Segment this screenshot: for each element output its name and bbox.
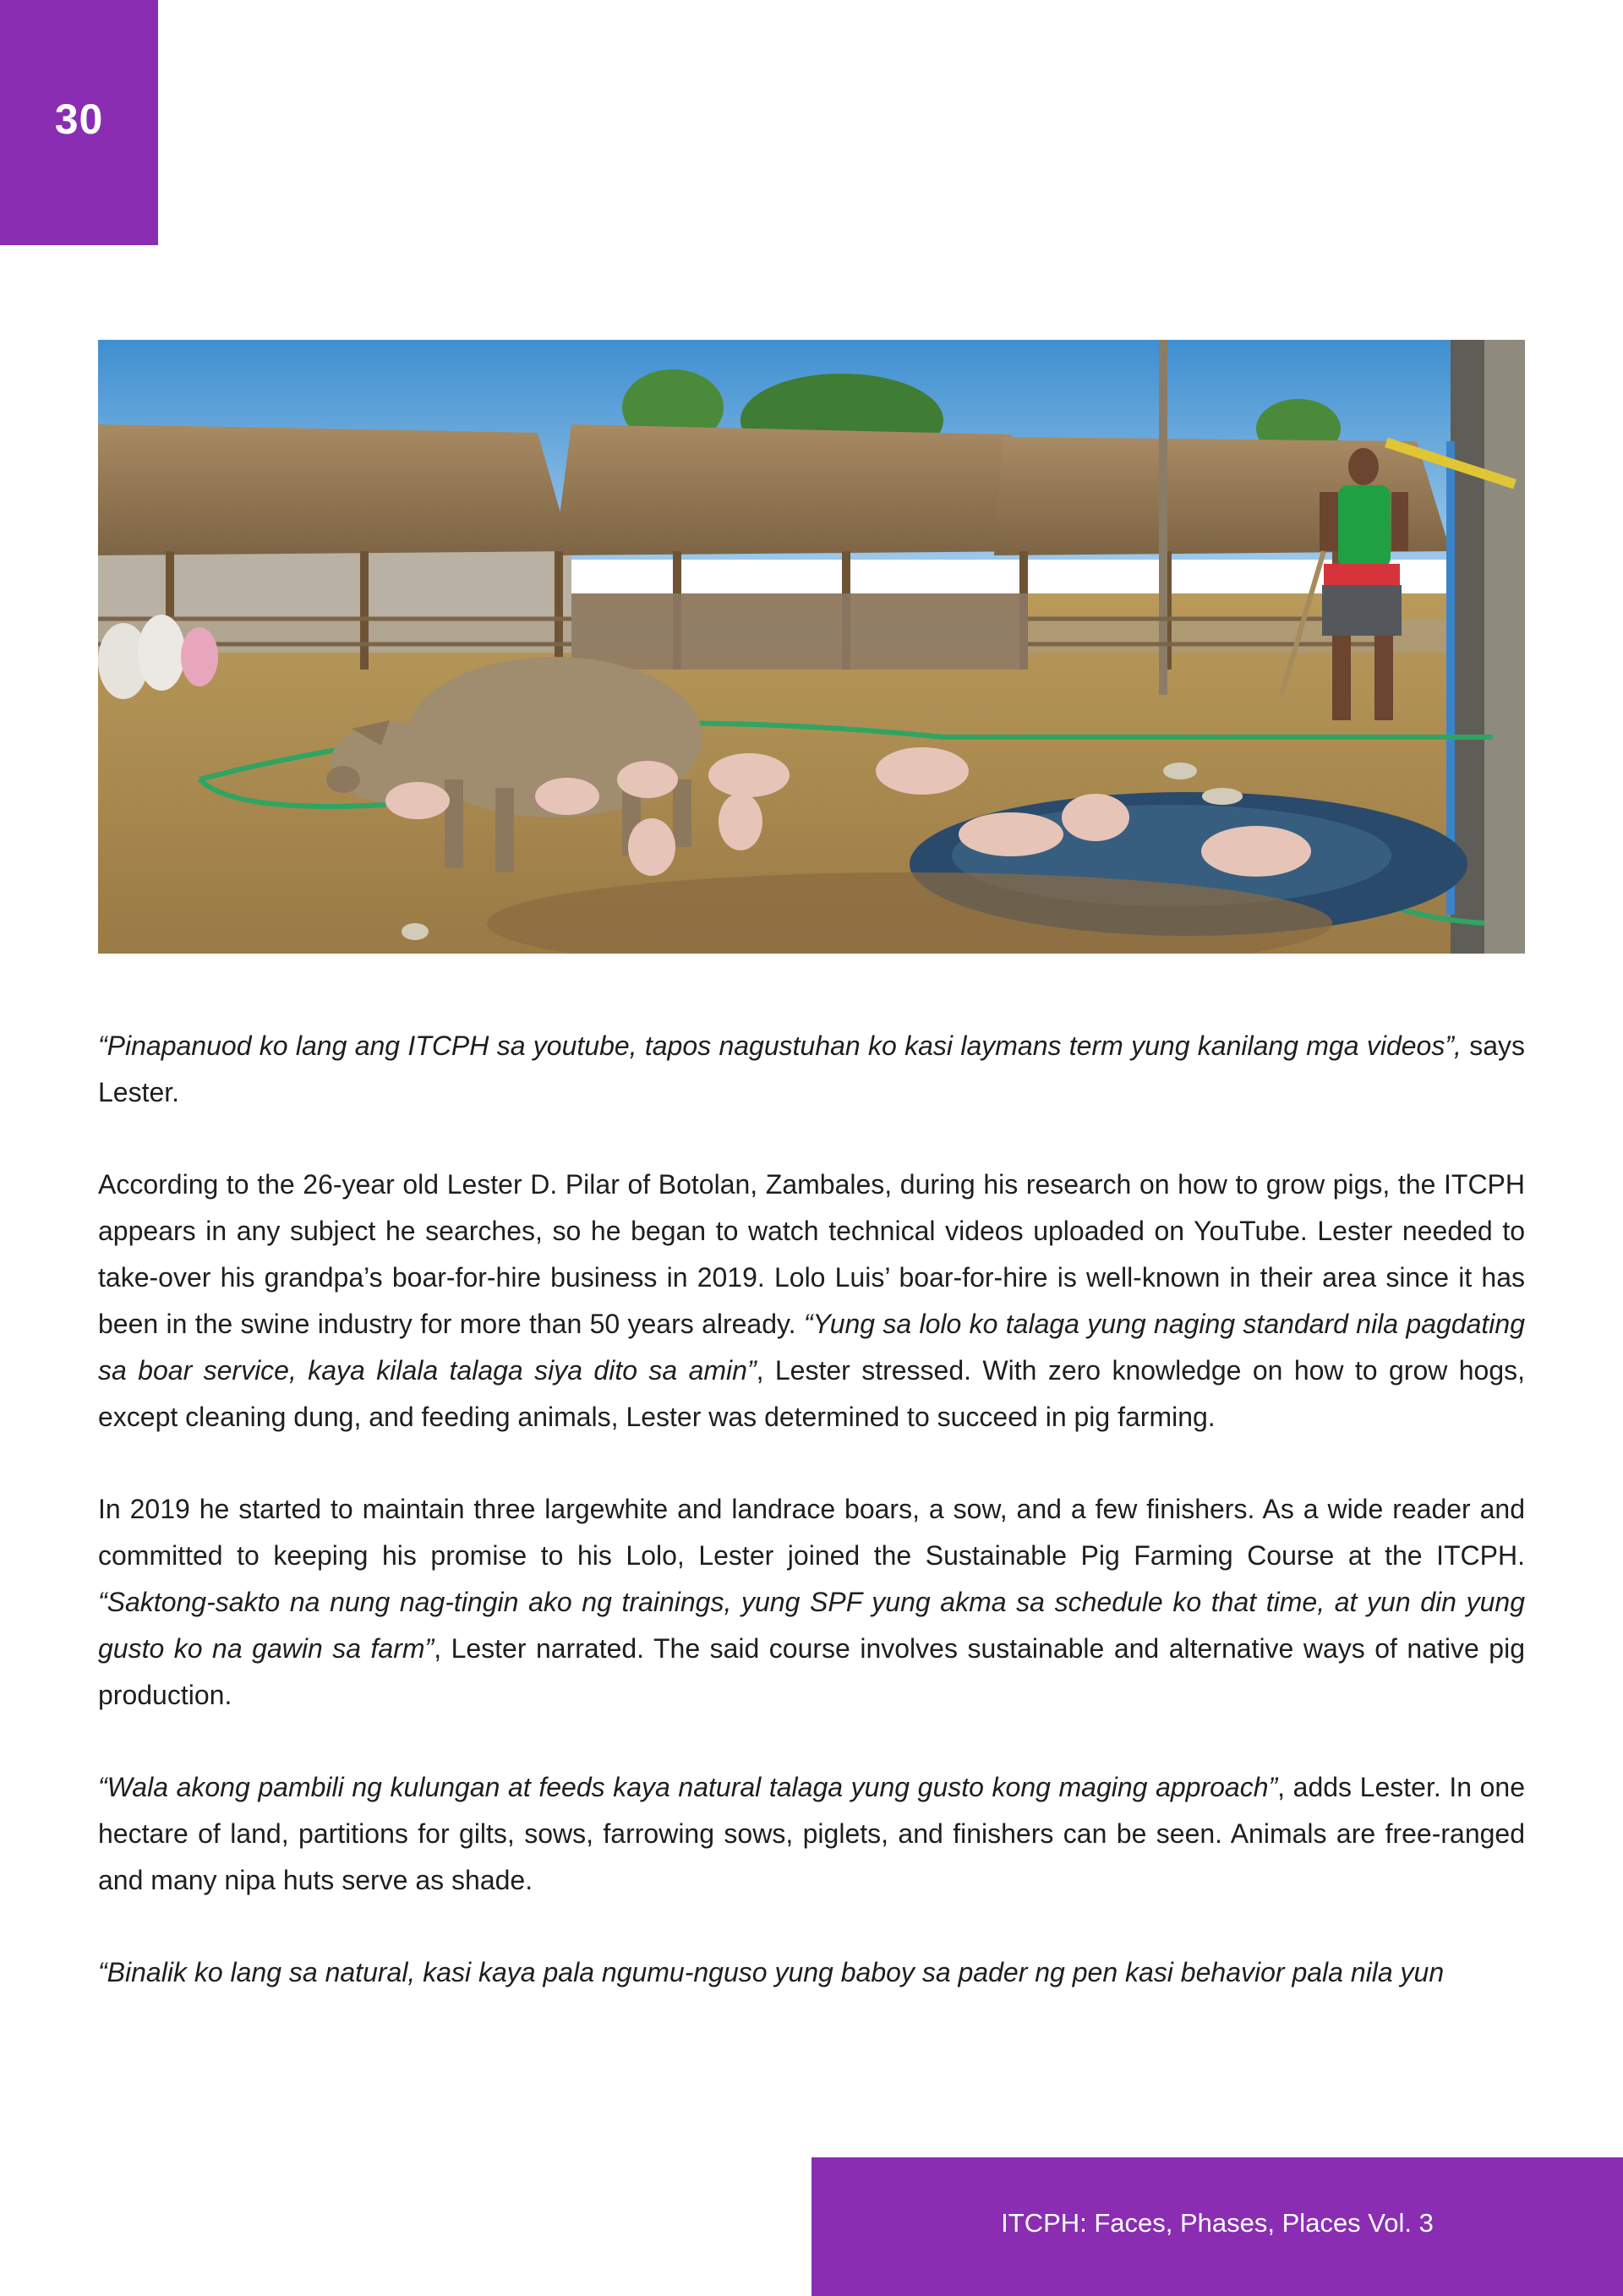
- quote-5: “Binalik ko lang sa natural, kasi kaya pala ngumu-nguso yung baboy sa pader ng pen kasi behavior pala nila yun: [98, 1957, 1445, 1987]
- quote-4: “Wala akong pambili ng kulungan at feeds kaya natural talaga yung gusto kong maging approach”: [98, 1772, 1278, 1802]
- paragraph-1: “Pinapanuod ko lang ang ITCPH sa youtube, tapos nagustuhan ko kasi laymans term yung kanilang mga videos”, says Lester.: [98, 1030, 1526, 1107]
- page-number: 30: [54, 96, 104, 143]
- footer-title: ITCPH: Faces, Phases, Places Vol. 3: [1001, 2208, 1434, 2238]
- quote-3: “Saktong-sakto na nung nag-tingin ako ng trainings, yung SPF yung akma sa schedule ko that time, at yun din yung gusto ko na gawin sa farm”: [98, 1587, 1525, 1664]
- paragraph-4: “Wala akong pambili ng kulungan at feeds kaya natural talaga yung gusto kong maging approach”, adds Lester. In one hectare of land, partitions for gilts, sows, farrowing sows, piglets, and finishers can be seen. Animals are free-ranged and many nipa huts serve as shade.: [98, 1772, 1526, 1895]
- paragraph-3: In 2019 he started to maintain three largewhite and landrace boars, a sow, and a few finishers. As a wide reader and committed to keeping his promise to his Lolo, Lester joined the Sustainable Pig Farming Course at the ITCPH. “Saktong-sakto na nung nag-tingin ako ng trainings, yung SPF yung akma sa schedule ko that time, at yun din yung gusto ko na gawin sa farm”, Lester narrated. The said course involves sustainable and alternative ways of native pig production.: [98, 1494, 1526, 1710]
- page-number-tab: [0, 0, 158, 245]
- farm-photo: [98, 340, 1525, 954]
- paragraph-5: [98, 1949, 1525, 1996]
- quote-1: “Pinapanuod ko lang ang ITCPH sa youtube, tapos nagustuhan ko kasi laymans term yung kanilang mga videos”,: [98, 1030, 1462, 1061]
- quote-2: “Yung sa lolo ko talaga yung naging standard nila pagdating sa boar service, kaya kilala talaga siya dito sa amin”: [98, 1309, 1526, 1386]
- article-body: [98, 1023, 1525, 1996]
- paragraph-2: According to the 26-year old Lester D. Pilar of Botolan, Zambales, during his research on how to grow pigs, the ITCPH appears in any subject he searches, so he began to watch technical videos uploaded on YouTube. Lester needed to take-over his grandpa’s boar-for-hire business in 2019. Lolo Luis’ boar-for-hire is well-known in their area since it has been in the swine industry for more than 50 years already. “Yung sa lolo ko talaga yung naging standard nila pagdating sa boar service, kaya kilala talaga siya dito sa amin”, Lester stressed. With zero knowledge on how to grow hogs, except cleaning dung, and feeding animals, Lester was determined to succeed in pig farming.: [98, 1169, 1526, 1432]
- footer-band: [812, 2157, 1623, 2296]
